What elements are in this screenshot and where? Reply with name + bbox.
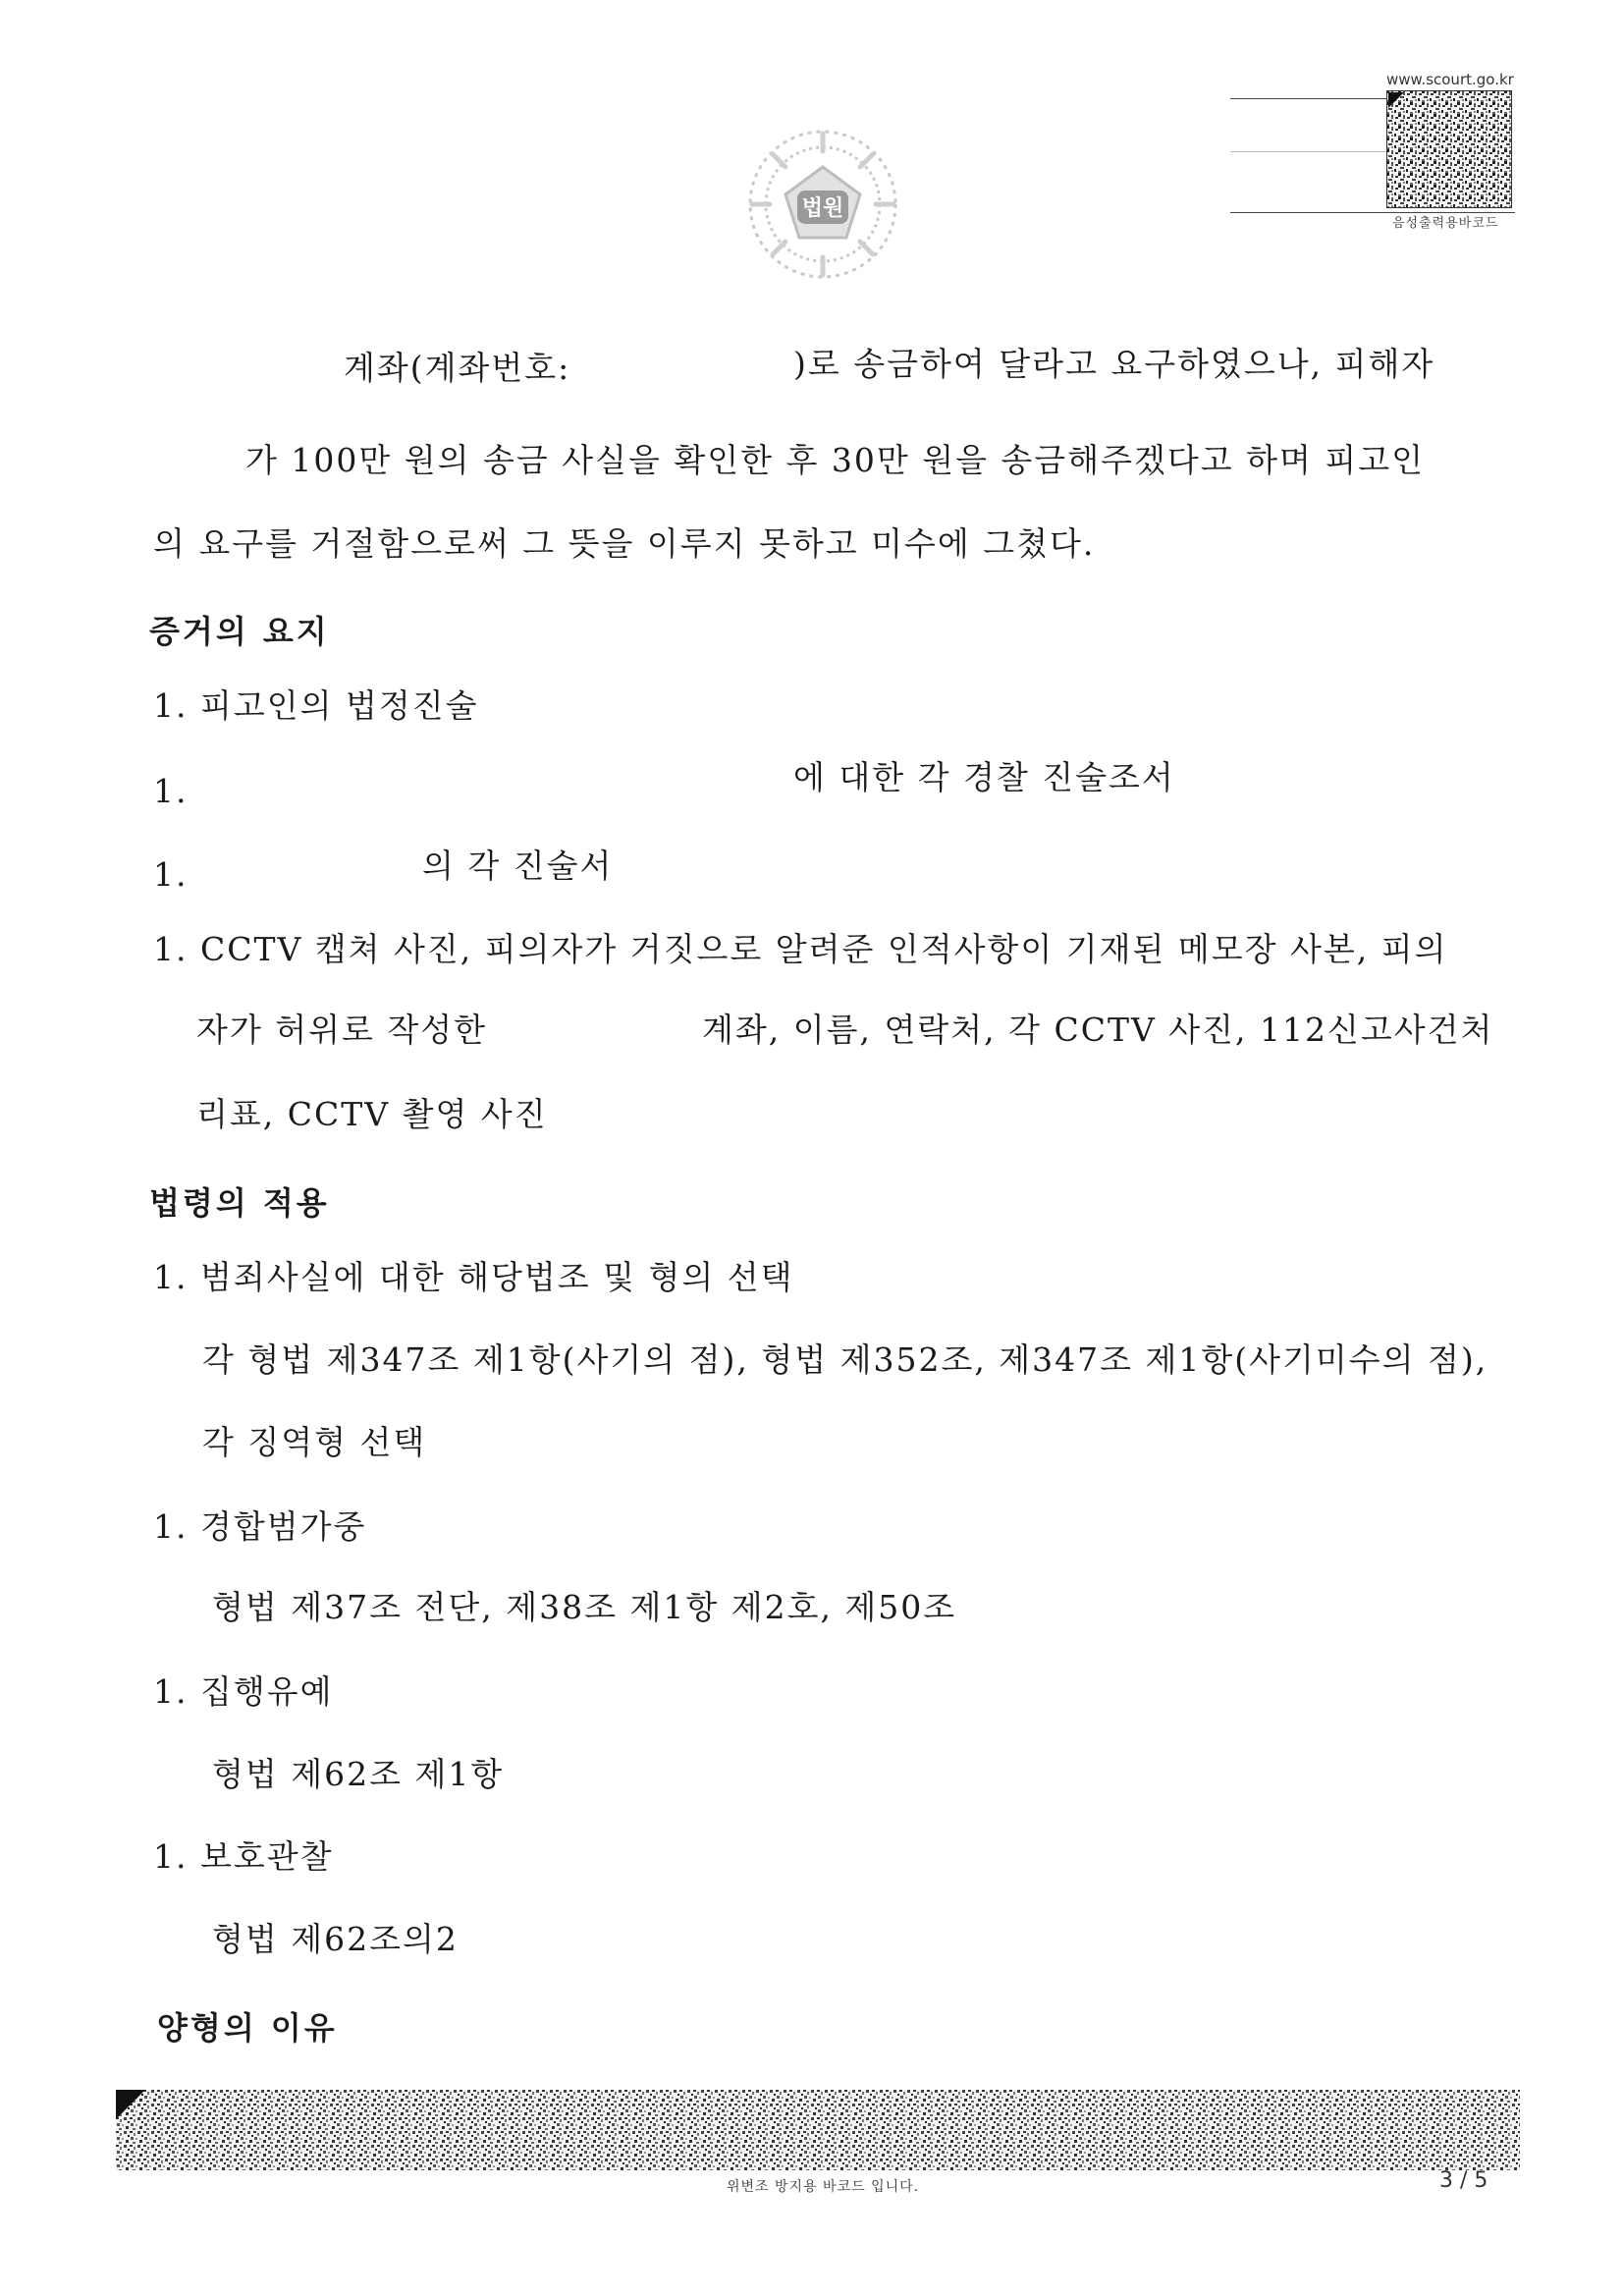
law-item-2: 1. 경합범가중: [153, 1507, 367, 1546]
evidence-item-3-text: 의 각 진술서: [422, 847, 614, 885]
law-item-1-sub2: 각 징역형 선택: [202, 1423, 427, 1461]
evidence-item-2-number: 1.: [153, 772, 189, 810]
anti-forgery-barcode-icon: [116, 2090, 1520, 2170]
evidence-item-2-text: 에 대한 각 경찰 진술조서: [793, 758, 1175, 796]
evidence-item-4-line2-right: 계좌, 이름, 연락처, 각 CCTV 사진, 112신고사건처: [702, 1011, 1494, 1049]
header-rule: [1230, 151, 1387, 152]
evidence-item-4-line3: 리표, CCTV 촬영 사진: [196, 1095, 548, 1133]
para1-line1-right: )로 송금하여 달라고 요구하였으나, 피해자: [793, 345, 1435, 383]
law-item-4-sub: 형법 제62조의2: [212, 1920, 459, 1958]
evidence-item-4-line1: 1. CCTV 캡쳐 사진, 피의자가 거짓으로 알려준 인적사항이 기재된 메모장 사본, 피의: [153, 930, 1448, 968]
seal-text: 법원: [801, 196, 844, 221]
law-item-4: 1. 보호관찰: [153, 1837, 334, 1876]
para1-line1-left: 계좌(계좌번호:: [344, 349, 571, 387]
evidence-heading: 증거의 요지: [149, 613, 330, 650]
law-item-3: 1. 집행유예: [153, 1672, 334, 1711]
anti-forgery-caption: 위변조 방지용 바코드 입니다.: [727, 2179, 920, 2195]
evidence-item-4-line2-left: 자가 허위로 작성한: [196, 1011, 488, 1049]
evidence-item-1: 1. 피고인의 법정진술: [153, 686, 479, 725]
law-item-1: 1. 범죄사실에 대한 해당법조 및 형의 선택: [153, 1258, 794, 1296]
header-rule: [1230, 98, 1387, 99]
voice-barcode-caption: 음성출력용바코드: [1392, 216, 1499, 231]
voice-output-barcode-icon: [1386, 90, 1512, 208]
law-heading: 법령의 적용: [149, 1184, 330, 1222]
court-url: www.scourt.go.kr: [1386, 71, 1514, 88]
law-item-1-sub1: 각 형법 제347조 제1항(사기의 점), 형법 제352조, 제347조 제1항(사기미수의 점),: [202, 1340, 1488, 1379]
para1-line3: 의 요구를 거절함으로써 그 뜻을 이루지 못하고 미수에 그쳤다.: [153, 524, 1096, 563]
page-number: 3 / 5: [1439, 2168, 1488, 2193]
court-seal-icon: [744, 126, 901, 283]
law-item-2-sub: 형법 제37조 전단, 제38조 제1항 제2호, 제50조: [212, 1588, 957, 1626]
evidence-item-3-number: 1.: [153, 855, 189, 894]
sentencing-heading: 양형의 이유: [157, 2009, 338, 2047]
para1-line2: 가 100만 원의 송금 사실을 확인한 후 30만 원을 송금해주겠다고 하며 피고인: [245, 441, 1425, 479]
law-item-3-sub: 형법 제62조 제1항: [212, 1755, 505, 1793]
